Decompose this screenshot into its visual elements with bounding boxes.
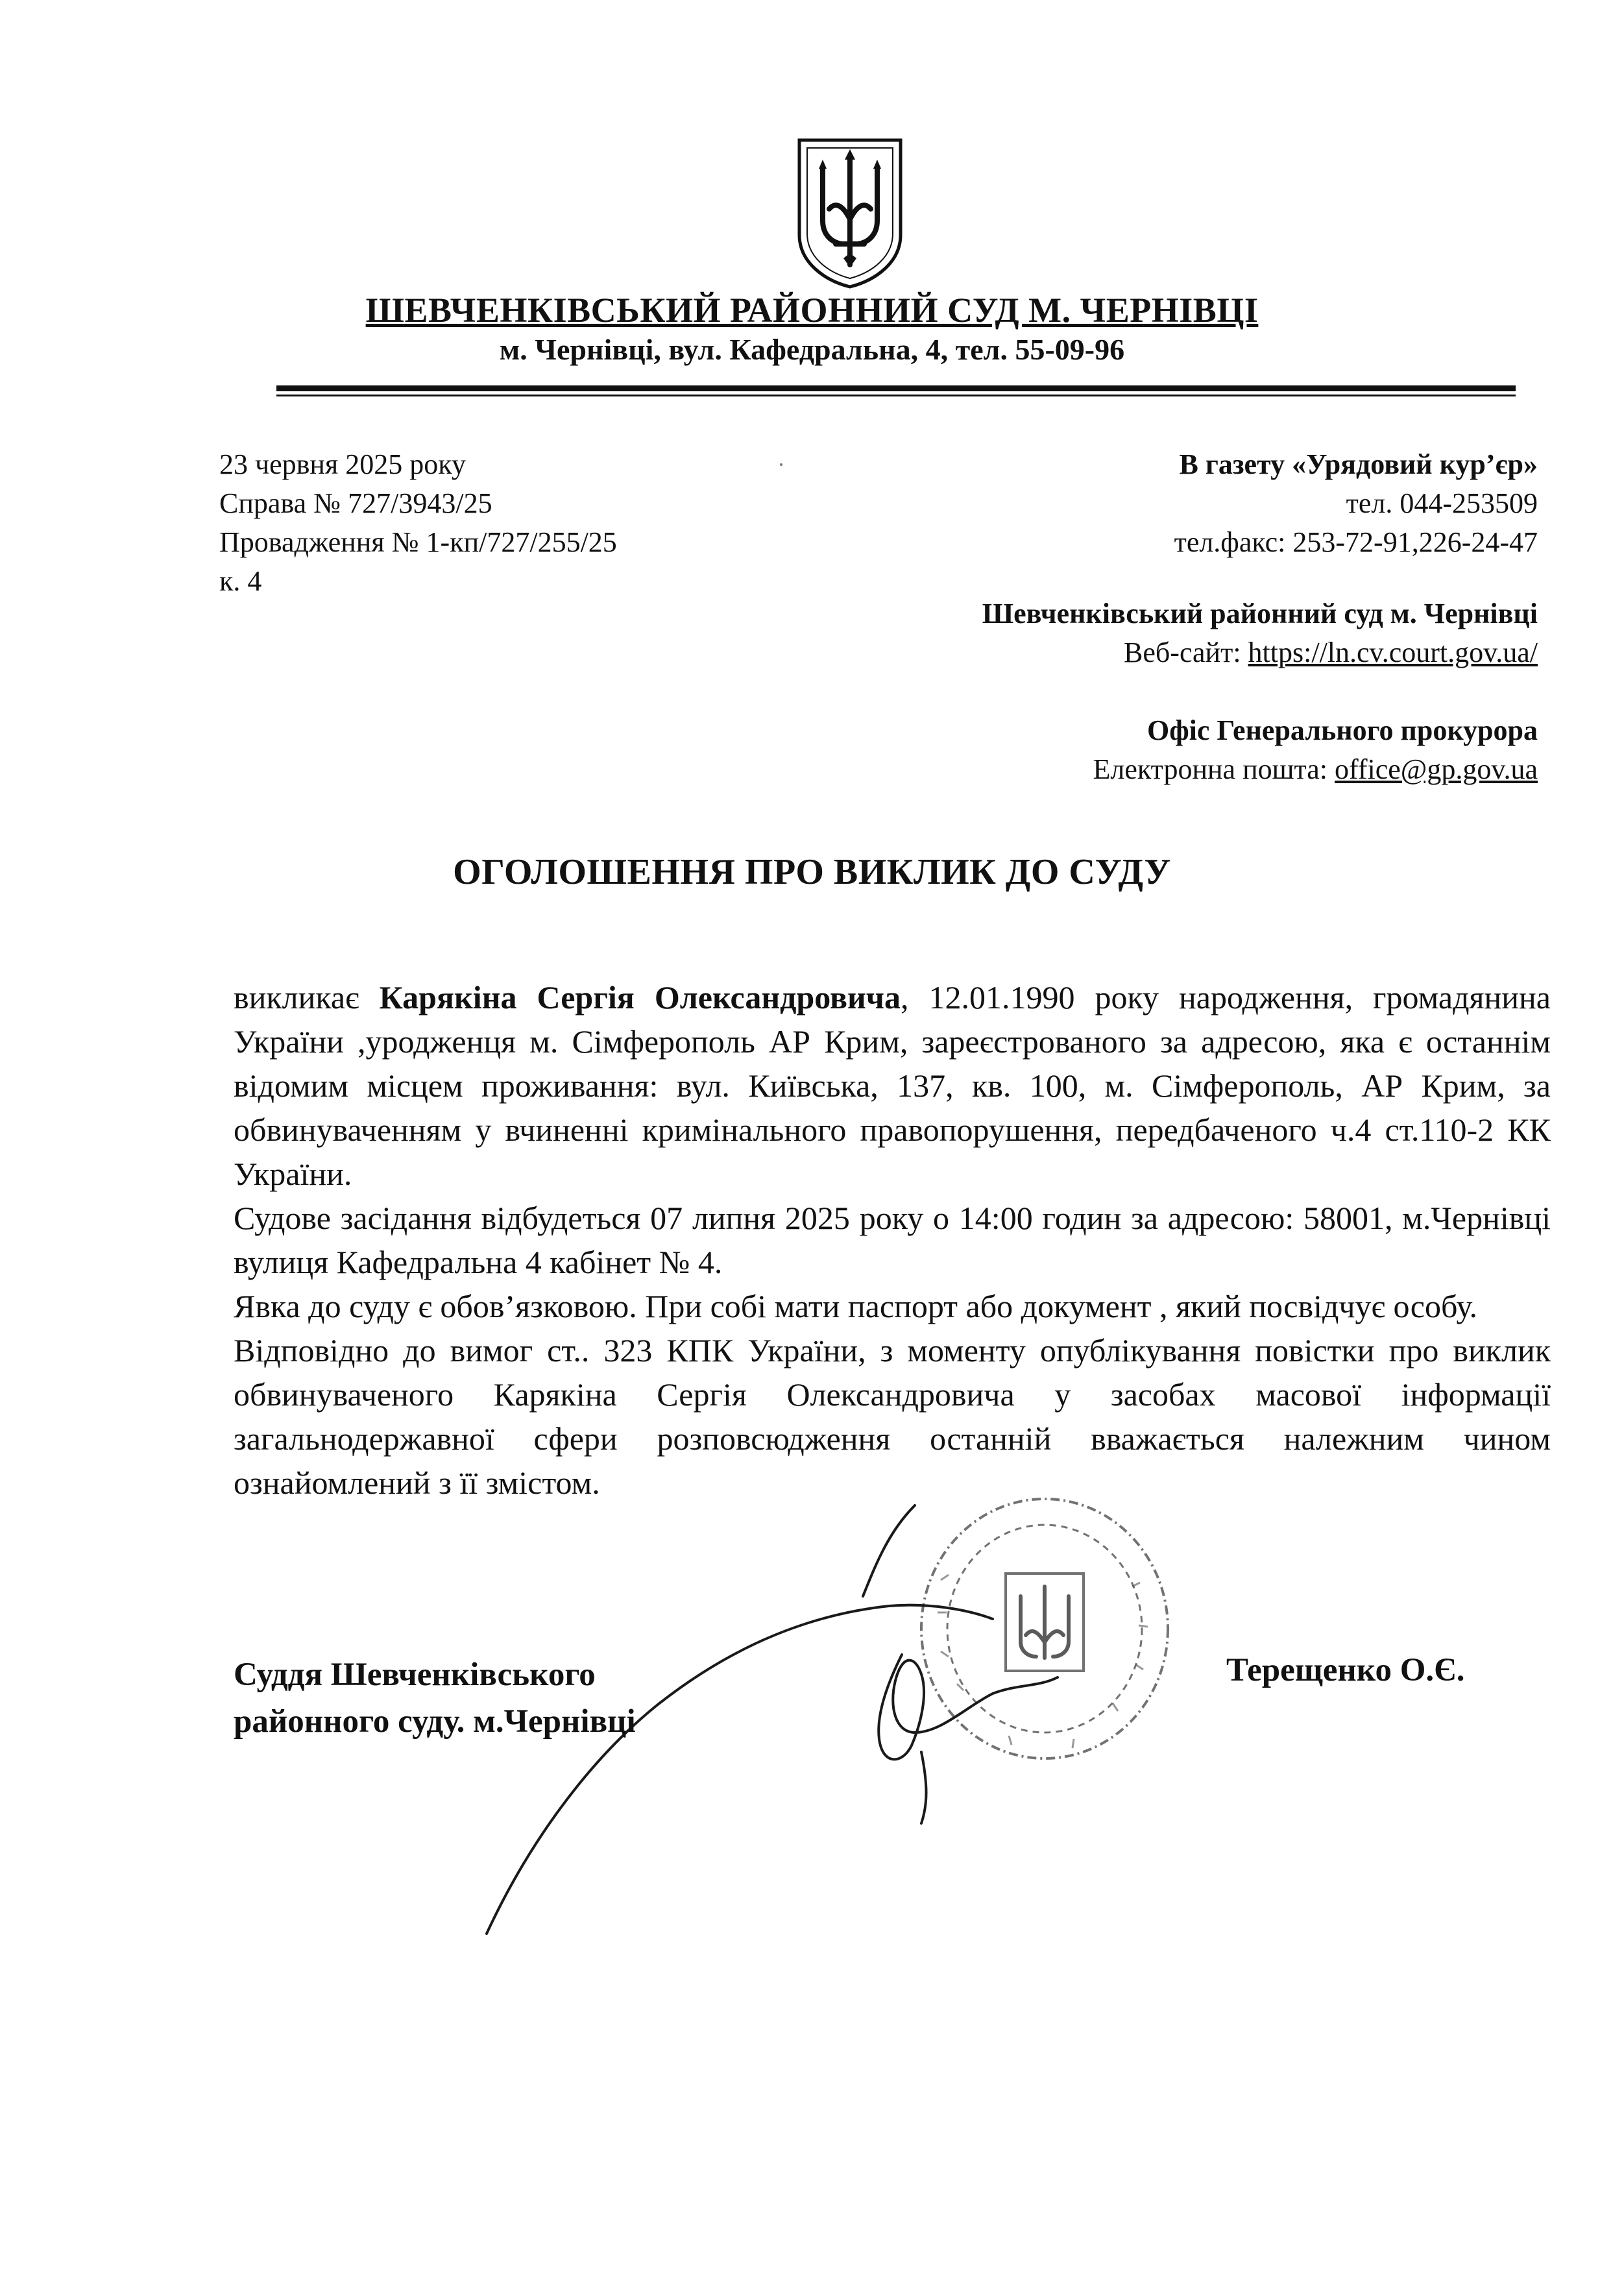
judge-position-line-2: районного суду. м.Чернівці: [234, 1703, 636, 1740]
body-paragraph-attendance: Явка до суду є обов’язковою. При собі мати паспорт або документ , який посвідчує особу.: [234, 1288, 1477, 1324]
newspaper-recipient: В газету «Урядовий кур’єр»: [1179, 448, 1538, 480]
room-number: к. 4: [219, 565, 262, 597]
header-divider: [276, 385, 1516, 391]
body-paragraph-legal-basis: Відповідно до вимог ст.. 323 КПК України, з моменту опублікування повістки про виклик обвинуваченого Карякіна Сергія Олександровича у засобах масової інформації загальнодержавної сфери розповсюдження останній вважається належним чином ознайомлений з її змістом.: [234, 1332, 1551, 1501]
judge-name: Терещенко О.Є.: [1226, 1652, 1465, 1688]
prosecutor-email-link[interactable]: office@gp.gov.ua: [1335, 753, 1538, 785]
summons-details: , 12.01.1990 року народження, громадянина України ,уродженця м. Сімферополь АР Крим, зареєстрованого за адресою, яка є останнім відомим місцем проживання: вул. Київська, 137, кв. 100, м. Сімферополь, АР Крим, за обвинуваченням у вчиненні кримінального правопорушення, передбаченого ч.4 ст.110-2 КК України.: [234, 979, 1551, 1192]
document-title: ОГОЛОШЕННЯ ПРО ВИКЛИК ДО СУДУ: [453, 852, 1171, 892]
judge-position-line-1: Суддя Шевченківського: [234, 1657, 596, 1693]
coat-of-arms-icon: [795, 138, 904, 289]
body-paragraph-hearing: Судове засідання відбудеться 07 липня 2025 року о 14:00 годин за адресою: 58001, м.Чернівці вулиця Кафедральна 4 кабінет № 4.: [234, 1200, 1551, 1280]
court-website-link[interactable]: https://ln.cv.court.gov.ua/: [1248, 637, 1538, 668]
case-number: Справа № 727/3943/25: [219, 487, 492, 519]
recipients-block: [982, 445, 1538, 789]
summons-lead: викликає: [234, 979, 380, 1015]
proceeding-number: Провадження № 1-кп/727/255/25: [219, 526, 617, 558]
scan-dot: [779, 462, 784, 467]
prosecutor-recipient: Офіс Генерального прокурора: [1146, 714, 1538, 746]
court-address: м. Чернівці, вул. Кафедральна, 4, тел. 55-09-96: [499, 333, 1125, 366]
court-website-line: [982, 633, 1538, 672]
newspaper-phone: тел. 044-253509: [1346, 487, 1538, 519]
header-divider-thin: [276, 395, 1516, 396]
prosecutor-email-line: [982, 750, 1538, 789]
newspaper-fax: тел.факс: 253-72-91,226-24-47: [1174, 526, 1538, 558]
notice-body: [234, 975, 1551, 1505]
document-reference-block: [219, 445, 617, 601]
court-name-heading: ШЕВЧЕНКІВСЬКИЙ РАЙОННИЙ СУД М. ЧЕРНІВЦІ: [365, 291, 1259, 330]
accused-name: Карякіна Сергія Олександровича: [379, 979, 901, 1015]
email-label: Електронна пошта:: [1093, 753, 1335, 785]
document-date: 23 червня 2025 року: [219, 448, 466, 480]
website-label: Веб-сайт:: [1124, 637, 1248, 668]
judge-position: [234, 1651, 636, 1745]
court-recipient: Шевченківський районний суд м. Чернівці: [982, 598, 1538, 629]
body-paragraph-summons: [234, 975, 1551, 1196]
